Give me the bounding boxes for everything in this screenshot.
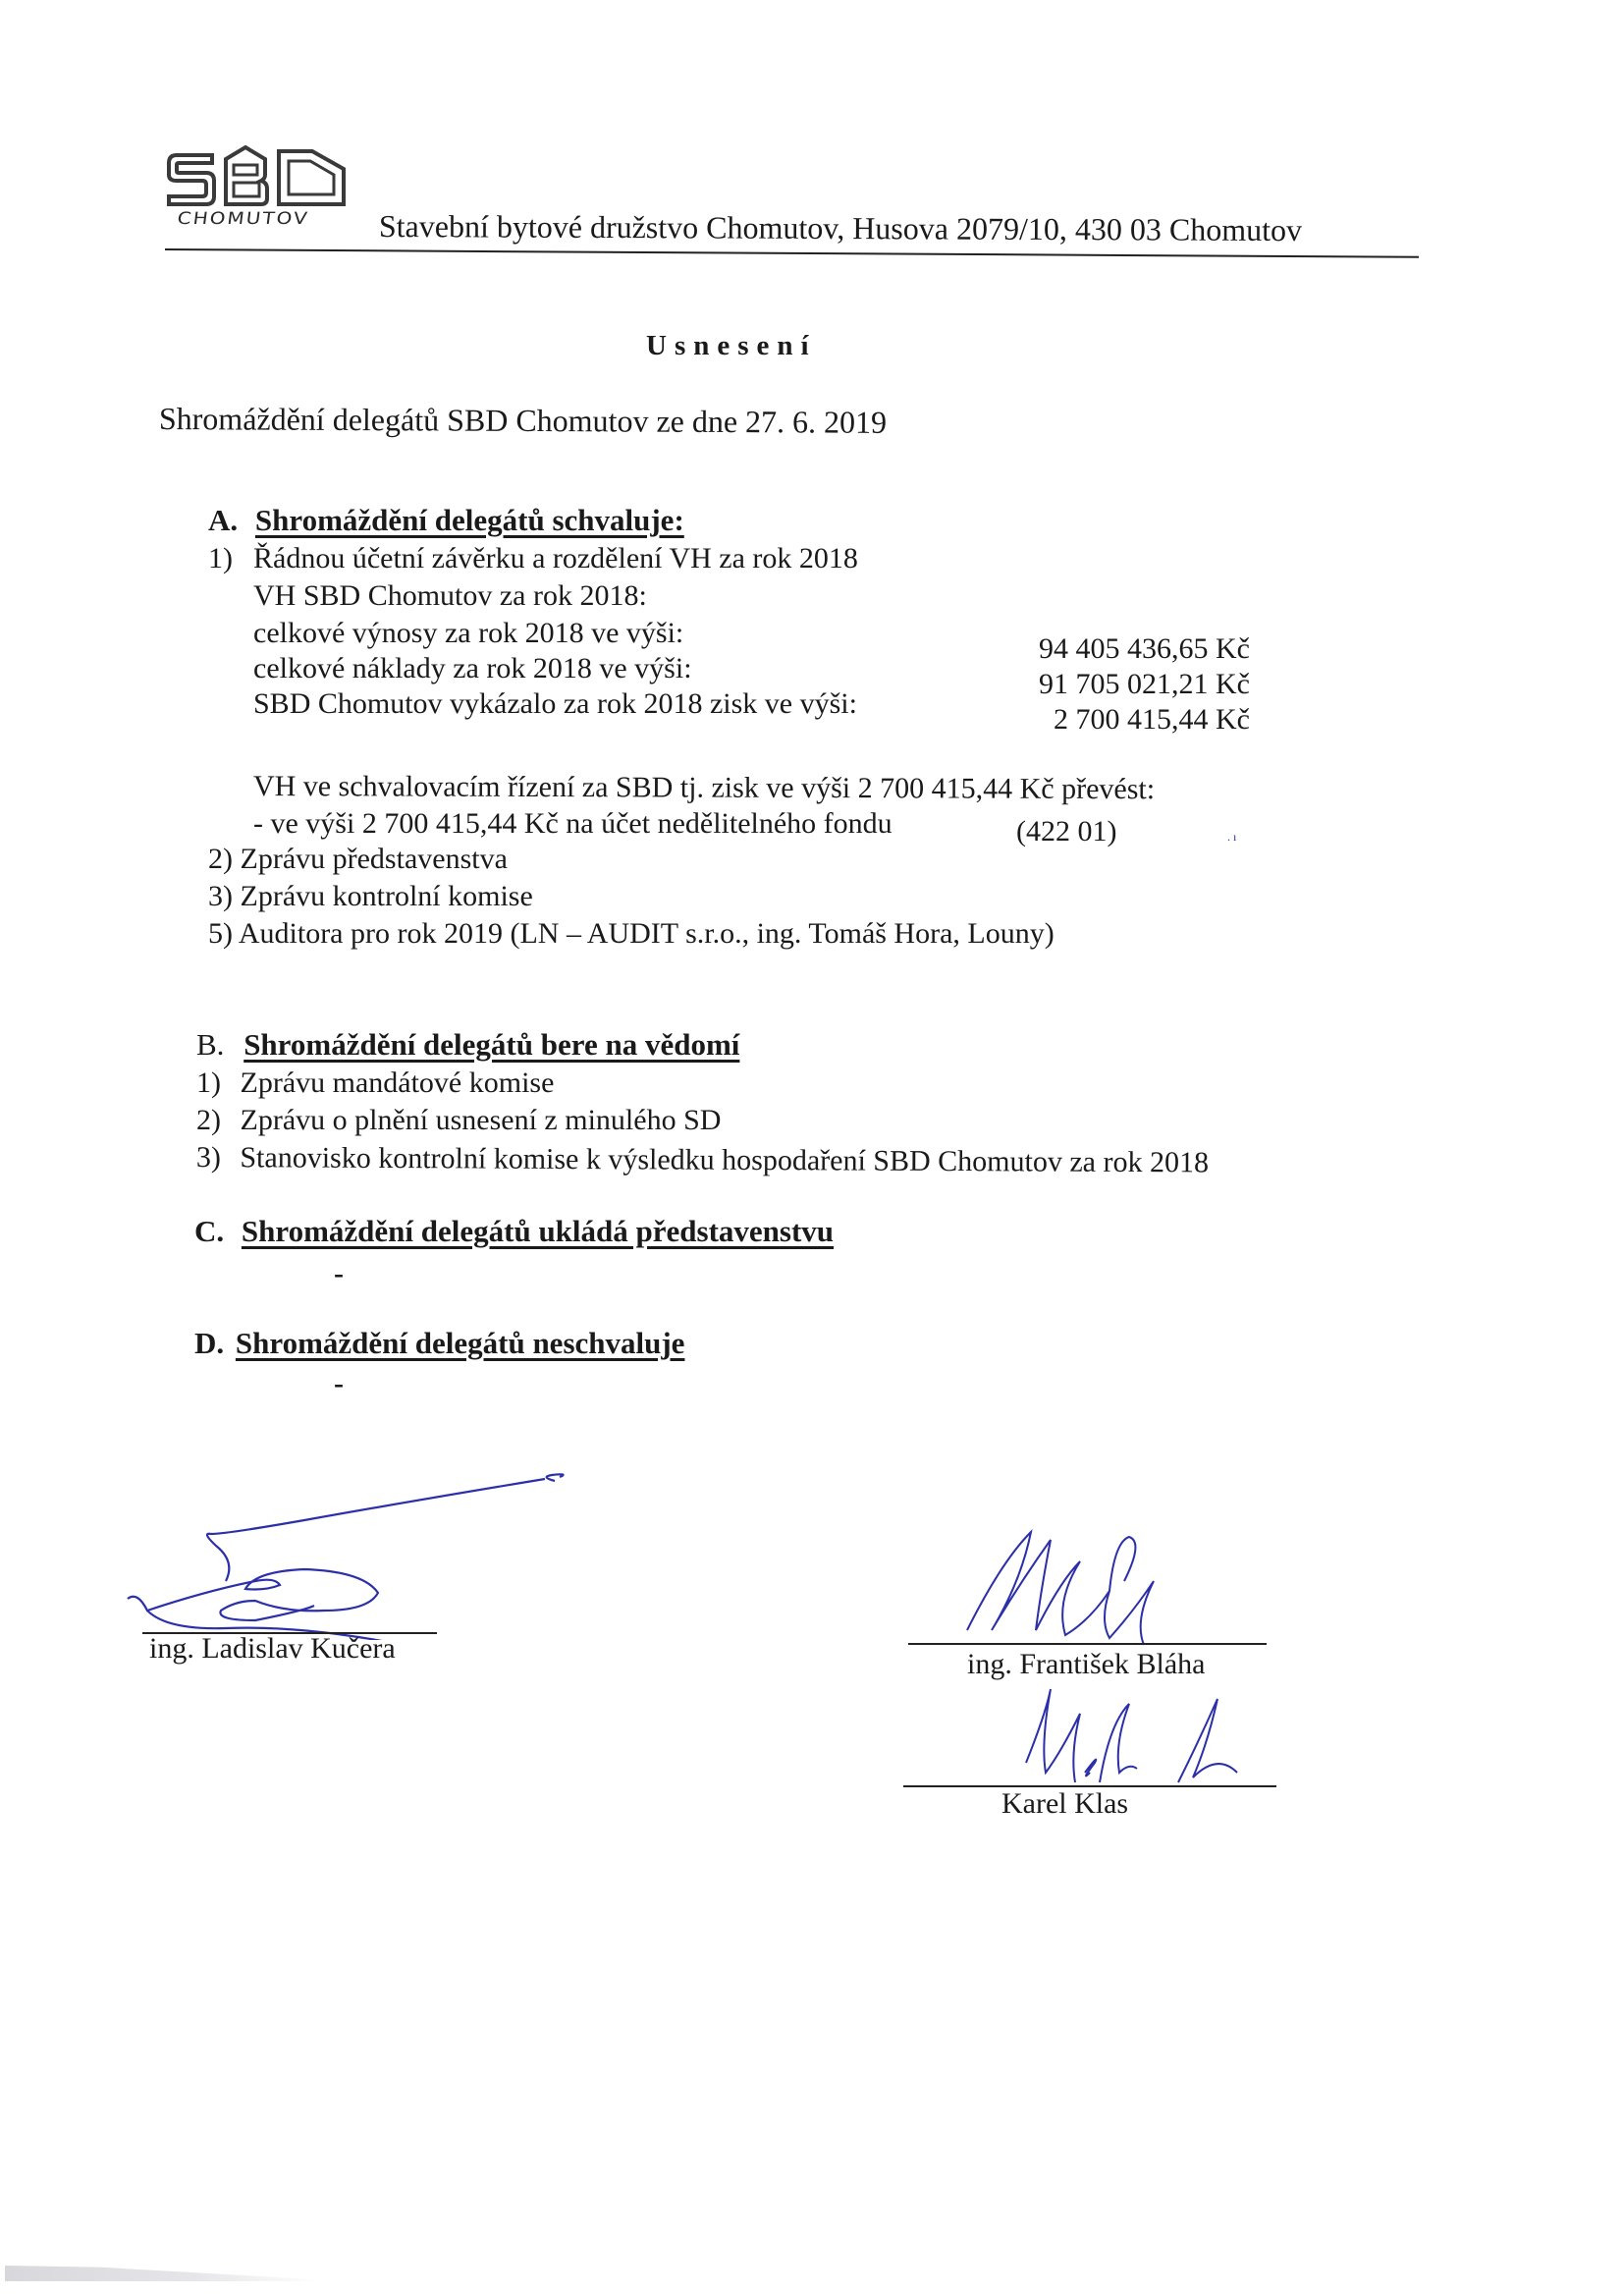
sbd-logo (165, 145, 352, 236)
signature-blaha-icon (962, 1522, 1198, 1655)
list-item-number: 2) (208, 843, 233, 875)
section-d-heading (194, 1326, 684, 1361)
list-item (208, 880, 533, 913)
list-item (196, 1104, 721, 1137)
list-item-text: Zprávu kontrolní komise (240, 880, 533, 912)
list-item-number: 1) (208, 542, 233, 574)
list-item-number: 5) (208, 917, 233, 950)
financial-row-value: 94 405 436,65 Kč (1039, 632, 1250, 665)
list-item-number: 3) (208, 880, 233, 912)
list-item-text: Řádnou účetní závěrku a rozdělení VH za rok 2018 (253, 542, 858, 574)
scan-speck: . ı (1227, 830, 1237, 844)
section-letter: D. (194, 1326, 225, 1360)
financial-row-label: SBD Chomutov vykázalo za rok 2018 zisk ve výši: (253, 687, 857, 720)
list-item (196, 1141, 1209, 1179)
scan-edge-shadow (5, 2266, 319, 2281)
logo-subtext: CHOMUTOV (176, 208, 310, 229)
fund-line: - ve výši 2 700 415,44 Kč na účet nedělitelného fondu (253, 807, 893, 840)
section-letter: C. (194, 1214, 225, 1248)
financial-row-label: celkové náklady za rok 2018 ve výši: (253, 652, 692, 684)
signatory-name: Karel Klas (1001, 1787, 1129, 1820)
list-item-text: Stanovisko kontrolní komise k výsledku hospodaření SBD Chomutov za rok 2018 (240, 1141, 1210, 1179)
profit-transfer-line: VH ve schvalovacím řízení za SBD tj. zisk ve výši 2 700 415,44 Kč převést: (252, 770, 1156, 806)
list-item-text: Zprávu mandátové komise (240, 1066, 555, 1099)
document-subtitle: Shromáždění delegátů SBD Chomutov ze dne 27. 6. 2019 (158, 401, 888, 440)
list-item-text: Auditora pro rok 2019 (LN – AUDIT s.r.o., ing. Tomáš Hora, Louny) (238, 917, 1055, 950)
financial-row-label: celkové výnosy za rok 2018 ve výši: (253, 617, 684, 649)
section-letter: B. (196, 1027, 225, 1062)
financial-row-value: 2 700 415,44 Kč (1054, 703, 1250, 736)
document-title: Usnesení (646, 330, 817, 361)
section-d-content: - (334, 1367, 344, 1399)
financial-row-value: 91 705 021,21 Kč (1039, 668, 1250, 700)
list-item (196, 1066, 554, 1100)
header-divider (165, 248, 1419, 258)
financial-subheading: VH SBD Chomutov za rok 2018: (253, 579, 647, 612)
section-letter: A. (208, 503, 239, 537)
signature-kucera-icon (108, 1463, 569, 1640)
section-title: Shromáždění delegátů ukládá představenstvu (241, 1214, 835, 1248)
list-item-number: 2) (196, 1104, 221, 1136)
section-title: Shromáždění delegátů schvaluje: (254, 503, 684, 537)
list-item-text: Zprávu o plnění usnesení z minulého SD (240, 1104, 722, 1136)
section-title: Shromáždění delegátů neschvaluje (235, 1326, 685, 1360)
signature-line (908, 1643, 1267, 1645)
section-c-content: - (334, 1257, 344, 1289)
fund-account: (422 01) (1016, 815, 1117, 847)
signatory-name: ing. František Bláha (967, 1648, 1206, 1680)
logo-icon (165, 145, 352, 208)
list-item-text: Zprávu představenstva (240, 843, 508, 875)
list-item-number: 3) (195, 1141, 221, 1175)
section-b-heading (196, 1027, 739, 1063)
organization-address: Stavební bytové družstvo Chomutov, Husova 2079/10, 430 03 Chomutov (378, 208, 1303, 248)
signatory-name: ing. Ladislav Kučera (149, 1632, 396, 1665)
list-item (208, 917, 1055, 951)
list-item-number: 1) (196, 1066, 221, 1099)
section-title: Shromáždění delegátů bere na vědomí (243, 1027, 740, 1062)
section-a-heading (208, 503, 684, 538)
list-item (208, 843, 508, 876)
section-c-heading (194, 1214, 834, 1249)
